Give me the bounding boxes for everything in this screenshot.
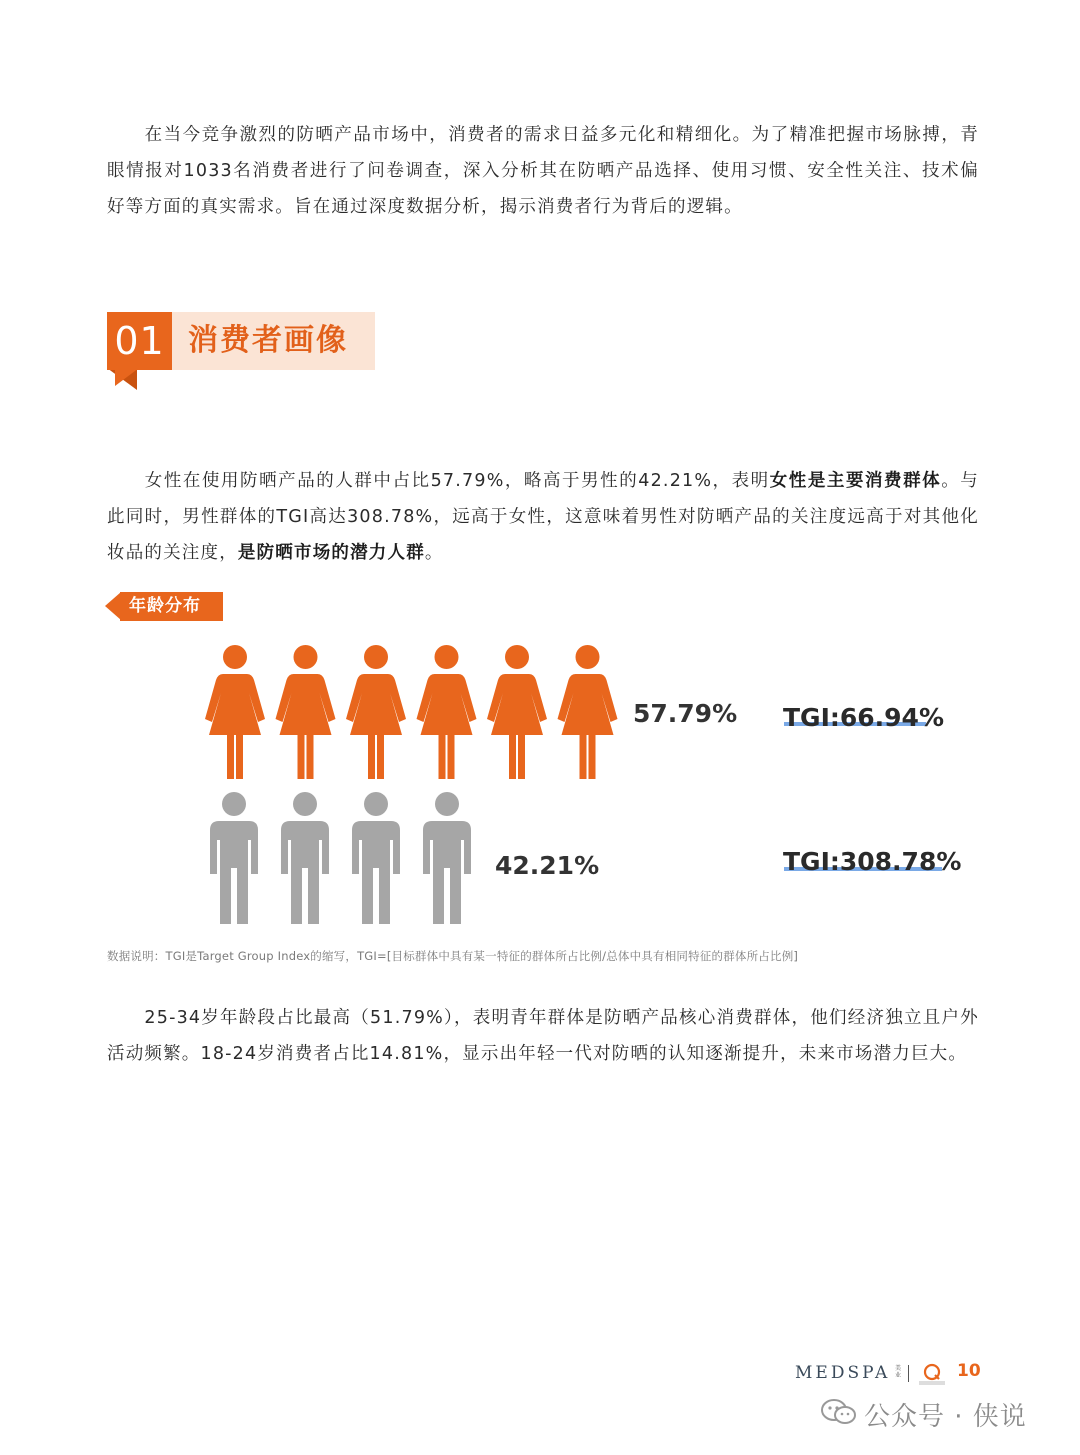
- age-paragraph: [107, 1000, 979, 1072]
- footer-divider: [908, 1365, 909, 1382]
- female-row: [205, 645, 618, 779]
- gender-paragraph: [107, 463, 979, 571]
- tag-arrow-icon: [105, 592, 121, 620]
- page-number: 10: [957, 1361, 981, 1381]
- female-figure-icon: [276, 645, 336, 779]
- section-ribbon-fold: [115, 368, 139, 386]
- intro-paragraph: [107, 117, 979, 225]
- intro-text: 在当今竞争激烈的防晒产品市场中，消费者的需求日益多元化和精细化。为了精准把握市场脉搏，青眼情报对1033名消费者进行了问卷调查，深入分析其在防晒产品选择、使用习惯、安全性关注、技术偏好等方面的真实需求。旨在通过深度数据分析，揭示消费者行为背后的逻辑。: [107, 125, 979, 217]
- male-figure-icon: [210, 792, 258, 924]
- gender-highlight-1: 女性是主要消费群体: [769, 471, 942, 491]
- gender-pictograph-chart: [0, 640, 1080, 940]
- male-figure-icon: [281, 792, 329, 924]
- female-figure-icon: [205, 645, 265, 779]
- gender-highlight-2: 是防晒市场的潜力人群: [237, 543, 425, 563]
- female-share-label: 57.79%: [633, 699, 738, 728]
- male-tgi-label: TGI:308.78%: [783, 847, 962, 876]
- brand-logo: MEDSPA: [795, 1363, 891, 1383]
- brand-sub-mark: 美业: [895, 1365, 902, 1379]
- gender-text-1: 女性在使用防晒产品的人群中占比57.79%，略高于男性的42.21%，表明: [144, 471, 770, 491]
- female-figure-icon: [558, 645, 618, 779]
- data-note: 数据说明：TGI是Target Group Index的缩写，TGI=[目标群体中具有某一特征的群体所占比例/总体中具有相同特征的群体所占比例]: [107, 949, 799, 963]
- subsection-tag-label: 年龄分布: [120, 592, 223, 621]
- watermark-text: 公众号 · 侠说: [864, 1402, 1027, 1432]
- section-title: 消费者画像: [172, 312, 375, 370]
- age-text: 25-34岁年龄段占比最高（51.79%），表明青年群体是防晒产品核心消费群体，他们经济独立且户外活动频繁。18-24岁消费者占比14.81%，显示出年轻一代对防晒的认知逐渐提升，未来市场潜力巨大。: [107, 1008, 979, 1064]
- female-tgi-label: TGI:66.94%: [783, 703, 944, 732]
- male-row: [210, 792, 471, 924]
- gender-text-3: 。: [424, 543, 444, 563]
- female-figure-icon: [417, 645, 477, 779]
- female-figure-icon: [487, 645, 547, 779]
- male-figure-icon: [352, 792, 400, 924]
- wechat-icon: [820, 1398, 858, 1426]
- section-header: [107, 312, 375, 392]
- gender-text-2: 。与此同时，男性群体的TGI高达308.78%，远高于女性，这意味着男性对防晒产品的关注度远高于对其他化妆品的关注度，: [107, 471, 979, 563]
- male-share-label: 42.21%: [495, 851, 600, 880]
- page-footer: [795, 1363, 995, 1389]
- section-number: 01: [107, 312, 172, 370]
- qingyan-logo-icon: [916, 1363, 948, 1387]
- female-figure-icon: [346, 645, 406, 779]
- male-figure-icon: [423, 792, 471, 924]
